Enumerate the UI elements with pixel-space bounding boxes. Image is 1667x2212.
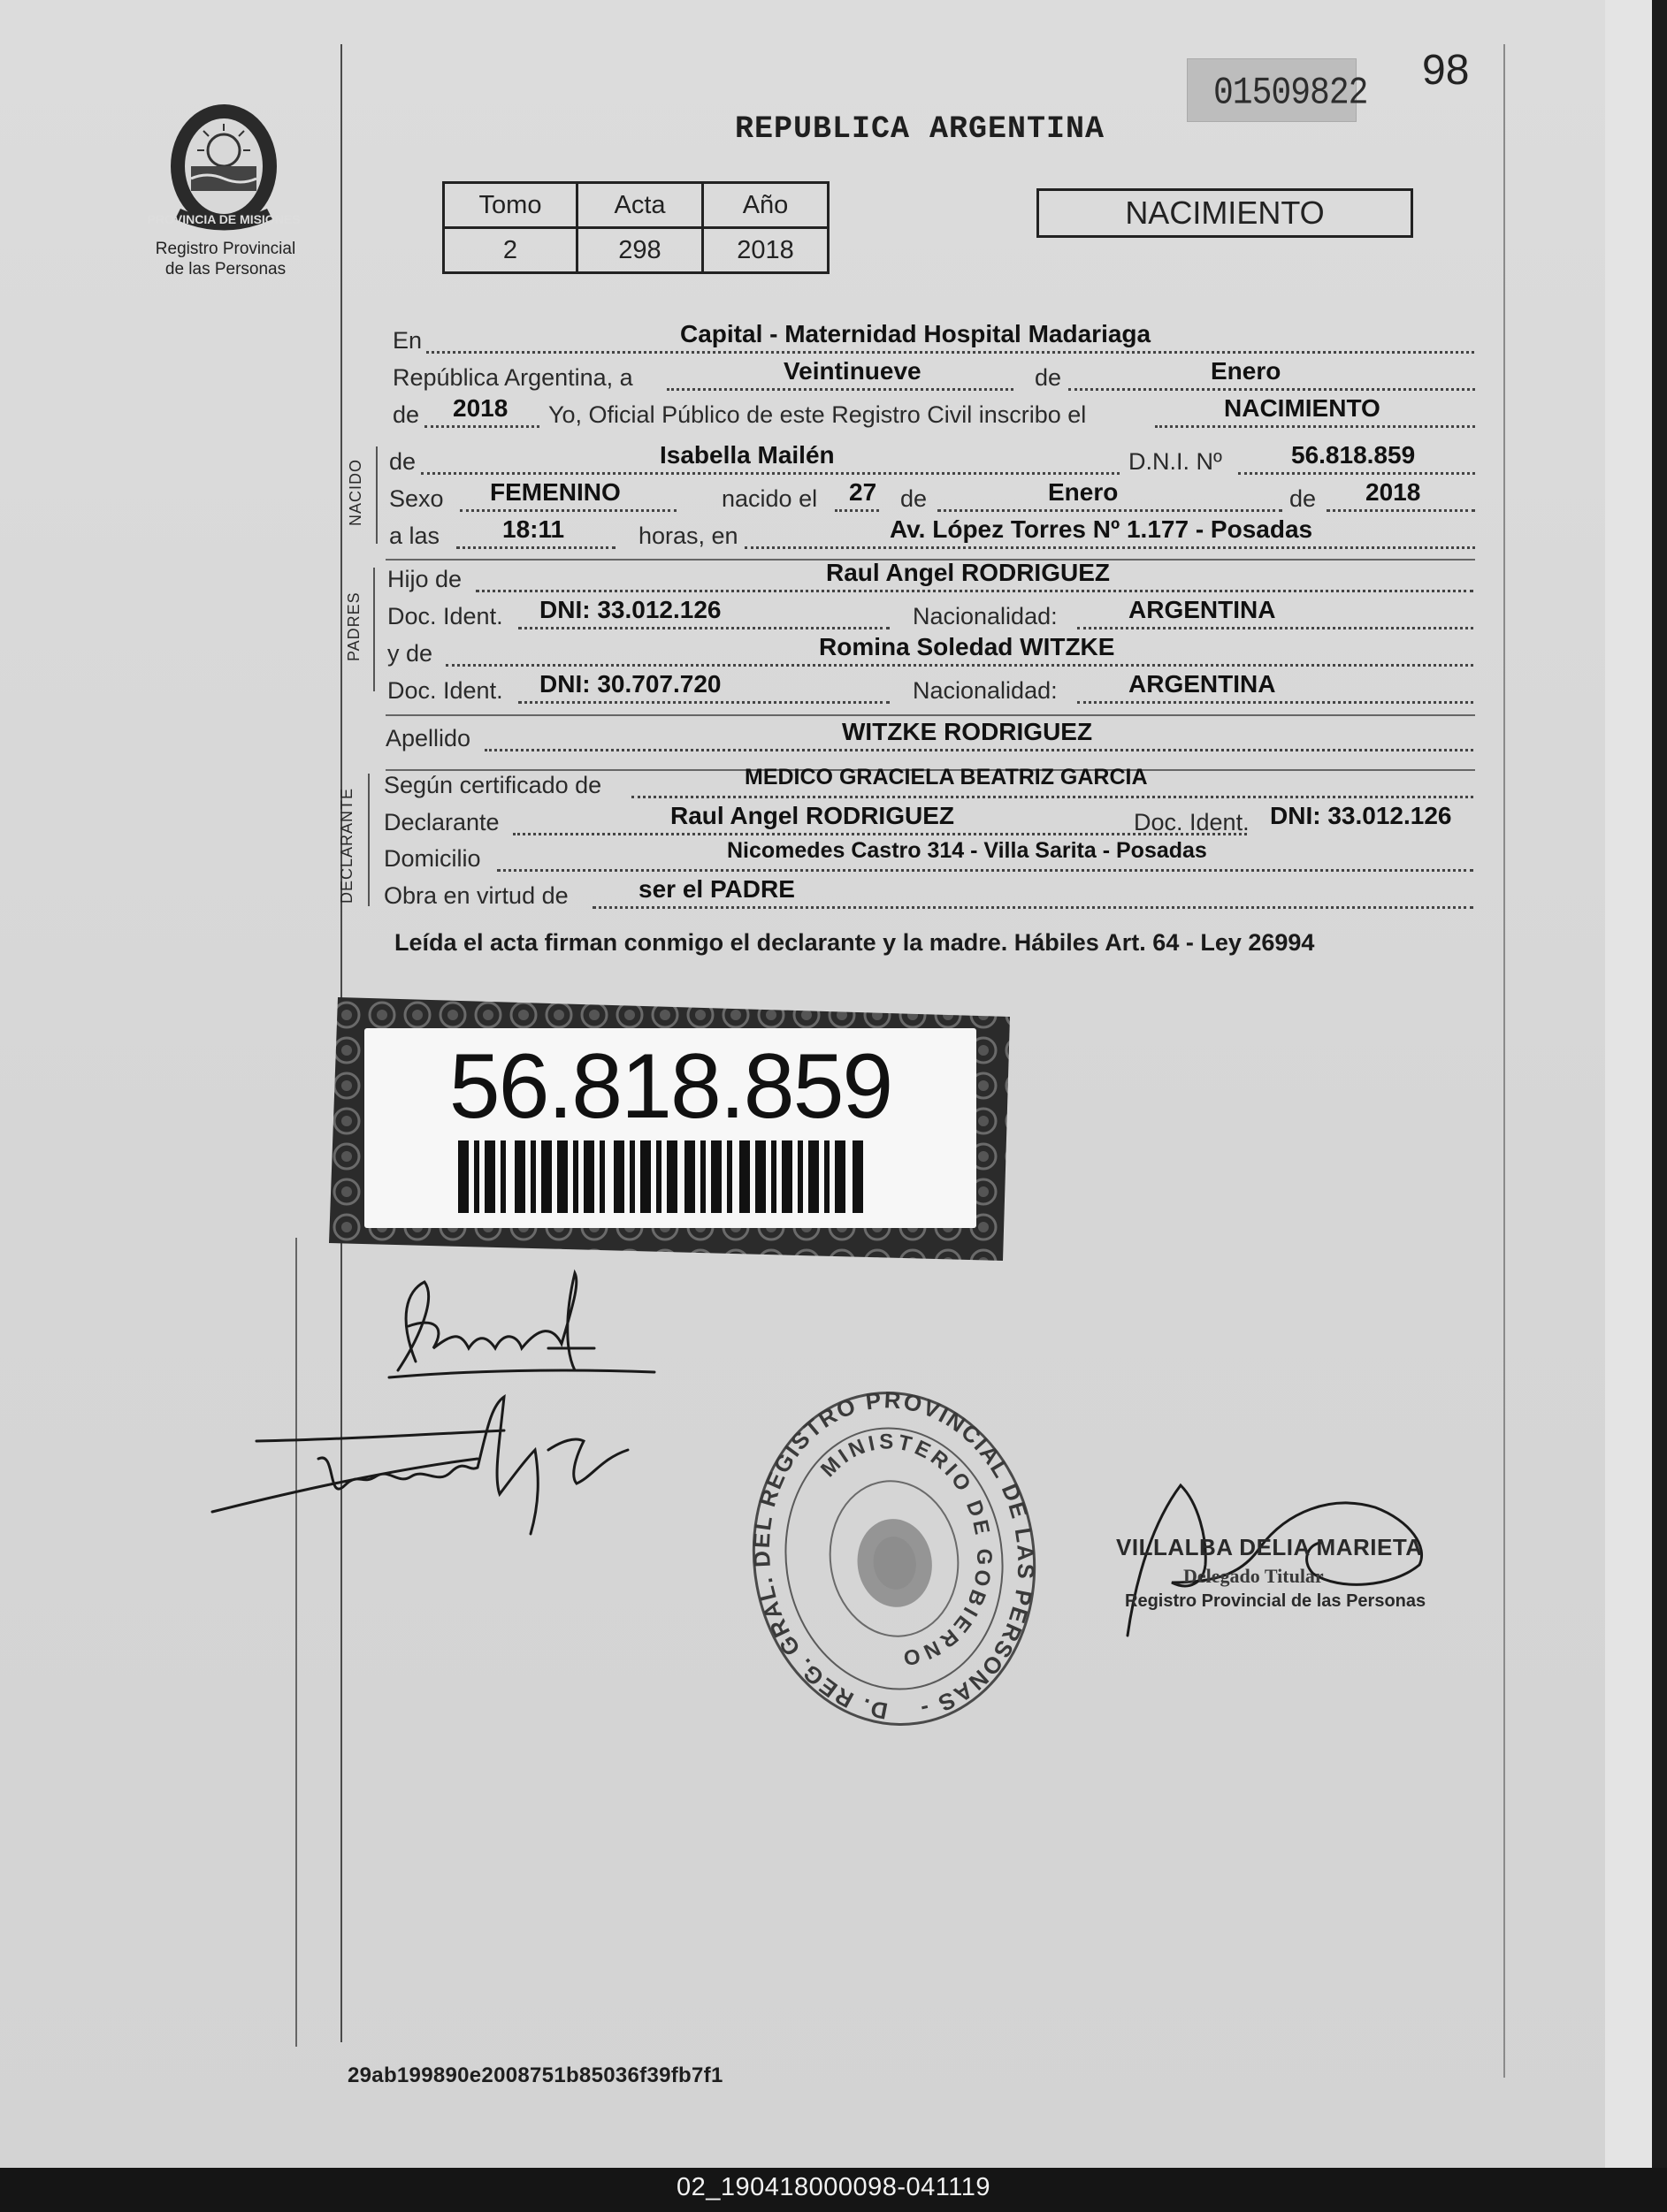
declarante-bar xyxy=(368,774,370,906)
nacido-bar xyxy=(376,446,378,544)
anio-value: 2018 xyxy=(703,228,829,273)
declarante-doc: DNI: 33.012.126 xyxy=(1270,802,1452,829)
row-obra xyxy=(384,875,1476,914)
padres-bar xyxy=(373,568,375,691)
barcode xyxy=(458,1140,865,1213)
inscribo-value: NACIMIENTO xyxy=(1224,394,1380,422)
row-domicilio xyxy=(384,838,1476,877)
apellido-value: WITZKE RODRIGUEZ xyxy=(842,718,1093,745)
father-name: Raul Angel RODRIGUEZ xyxy=(826,559,1110,586)
row-hijo-de xyxy=(387,559,1476,598)
dots xyxy=(518,700,890,704)
dots xyxy=(1068,387,1475,391)
de-label: de xyxy=(1035,364,1062,391)
sheet-edge xyxy=(1605,0,1652,2168)
row-inscribo xyxy=(393,394,1476,433)
child-name: Isabella Mailén xyxy=(660,441,835,469)
row-sexo xyxy=(389,478,1476,517)
dots xyxy=(1077,626,1473,629)
dots xyxy=(1155,424,1475,428)
seal-inner-text: MINISTERIO DE GOBIERNO xyxy=(815,1430,997,1671)
dots xyxy=(631,795,1473,798)
serial-number: 01509822 xyxy=(1213,71,1368,116)
dni-label: D.N.I. Nº xyxy=(1128,448,1222,475)
left-margin-line-lower xyxy=(295,1238,297,2047)
country-title: REPUBLICA ARGENTINA xyxy=(734,111,1105,147)
dots xyxy=(426,350,1474,354)
dots xyxy=(485,748,1473,751)
birth-address: Av. López Torres Nº 1.177 - Posadas xyxy=(890,515,1313,543)
birth-time: 18:11 xyxy=(502,515,565,543)
domicilio-label: Domicilio xyxy=(384,845,481,872)
de2-label: de xyxy=(393,401,420,428)
de-label: de xyxy=(900,485,928,512)
right-margin-line xyxy=(1503,44,1505,2078)
year-value: 2018 xyxy=(453,394,509,422)
horas-label: horas, en xyxy=(639,522,738,549)
dni-sticker-number: 56.818.859 xyxy=(448,1035,892,1138)
mother-nationality: ARGENTINA xyxy=(1128,670,1276,698)
mother-signature xyxy=(212,1388,654,1547)
cert-value: MEDICO GRACIELA BEATRIZ GARCIA xyxy=(745,765,1148,789)
dots xyxy=(1238,471,1475,475)
birth-year: 2018 xyxy=(1365,478,1421,506)
obra-label: Obra en virtud de xyxy=(384,882,569,909)
row-mother-doc xyxy=(387,670,1476,709)
nacido-section-label: NACIDO xyxy=(347,458,364,526)
acta-header: Acta xyxy=(577,183,703,228)
nacido-de-label: de xyxy=(389,448,417,475)
dots xyxy=(835,508,879,512)
official-stamp-org: Registro Provincial de las Personas xyxy=(1125,1591,1426,1611)
a-las-label: a las xyxy=(389,522,440,549)
dots xyxy=(460,508,677,512)
logo-caption xyxy=(128,239,323,279)
document-hash: 29ab199890e2008751b85036f39fb7f1 xyxy=(348,2063,723,2087)
y-de-label: y de xyxy=(387,640,433,667)
registry-table xyxy=(442,181,830,274)
official-stamp-name: VILLALBA DELIA MARIETA xyxy=(1116,1534,1423,1560)
padres-section-label: PADRES xyxy=(345,591,363,661)
day-words: Veintinueve xyxy=(784,357,921,385)
domicilio-value: Nicomedes Castro 314 - Villa Sarita - Posadas xyxy=(727,838,1207,863)
sexo-value: FEMENINO xyxy=(490,478,621,506)
dots xyxy=(424,424,539,428)
declarante-value: Raul Angel RODRIGUEZ xyxy=(670,802,954,829)
row-nacido-name xyxy=(389,441,1476,480)
father-nationality: ARGENTINA xyxy=(1128,596,1276,623)
sexo-label: Sexo xyxy=(389,485,444,512)
row-republica xyxy=(393,357,1476,396)
logo-caption-line2: de las Personas xyxy=(164,260,287,278)
dots xyxy=(593,905,1473,909)
act-type-box: NACIMIENTO xyxy=(1036,188,1413,238)
en-label: En xyxy=(393,327,423,354)
separator xyxy=(386,714,1475,716)
row-hora xyxy=(389,515,1476,554)
declarant-signature xyxy=(363,1264,654,1406)
dots xyxy=(937,508,1282,512)
father-doc-label: Doc. Ident. xyxy=(387,603,503,629)
declarante-section-label: DECLARANTE xyxy=(338,787,356,904)
misiones-coat-of-arms-logo xyxy=(147,95,301,237)
dots xyxy=(518,626,890,629)
tomo-header: Tomo xyxy=(444,183,577,228)
republica-label: República Argentina, a xyxy=(393,364,633,391)
dots xyxy=(497,868,1473,872)
en-value: Capital - Maternidad Hospital Madariaga xyxy=(680,320,1151,347)
declarante-doc-label: Doc. Ident. xyxy=(1134,809,1250,835)
birth-day: 27 xyxy=(849,478,877,506)
dots xyxy=(667,387,1013,391)
logo-caption-line1: Registro Provincial xyxy=(155,240,296,258)
row-y-de xyxy=(387,633,1476,672)
row-declarante xyxy=(384,802,1476,841)
de-label: de xyxy=(1289,485,1317,512)
row-certificado xyxy=(384,765,1476,804)
cert-label: Según certificado de xyxy=(384,772,602,798)
declarante-label: Declarante xyxy=(384,809,500,835)
child-dni: 56.818.859 xyxy=(1291,441,1416,469)
tomo-value: 2 xyxy=(444,228,577,273)
father-nationality-label: Nacionalidad: xyxy=(913,603,1058,629)
dots xyxy=(446,663,1473,667)
official-stamp-role: Delegado Titular xyxy=(1183,1565,1324,1587)
father-doc: DNI: 33.012.126 xyxy=(539,596,722,623)
inscribo-label: Yo, Oficial Público de este Registro Civil inscribo el xyxy=(548,401,1087,428)
birth-month: Enero xyxy=(1048,478,1119,506)
hijo-de-label: Hijo de xyxy=(387,566,463,592)
footer-filename: 02_190418000098-041119 xyxy=(676,2173,991,2201)
obra-value: ser el PADRE xyxy=(639,875,795,903)
dots xyxy=(1077,700,1473,704)
seal-outer-text: D. REG. GRAL. DEL REGISTRO PROVINCIAL DE LAS PERSONAS - xyxy=(748,1386,1040,1725)
apellido-label: Apellido xyxy=(386,725,471,751)
acta-value: 298 xyxy=(577,228,703,273)
page-number: 98 xyxy=(1422,47,1470,94)
dots xyxy=(421,471,1120,475)
nacido-el-label: nacido el xyxy=(722,485,818,512)
anio-header: Año xyxy=(703,183,829,228)
mother-name: Romina Soledad WITZKE xyxy=(819,633,1115,660)
mother-doc-label: Doc. Ident. xyxy=(387,677,503,704)
dots xyxy=(476,589,1473,592)
mother-nationality-label: Nacionalidad: xyxy=(913,677,1058,704)
mother-doc: DNI: 30.707.720 xyxy=(539,670,722,698)
month-value: Enero xyxy=(1211,357,1281,385)
logo-text: PROVINCIA DE MISIONES xyxy=(147,212,301,226)
row-en xyxy=(393,320,1476,359)
row-father-doc xyxy=(387,596,1476,635)
dots xyxy=(1327,508,1475,512)
dots xyxy=(745,545,1475,549)
row-apellido xyxy=(386,718,1476,757)
dots xyxy=(456,545,616,549)
official-round-seal xyxy=(748,1386,1040,1731)
legal-text: Leída el acta firman conmigo el declarante y la madre. Hábiles Art. 64 - Ley 26994 xyxy=(394,929,1315,956)
